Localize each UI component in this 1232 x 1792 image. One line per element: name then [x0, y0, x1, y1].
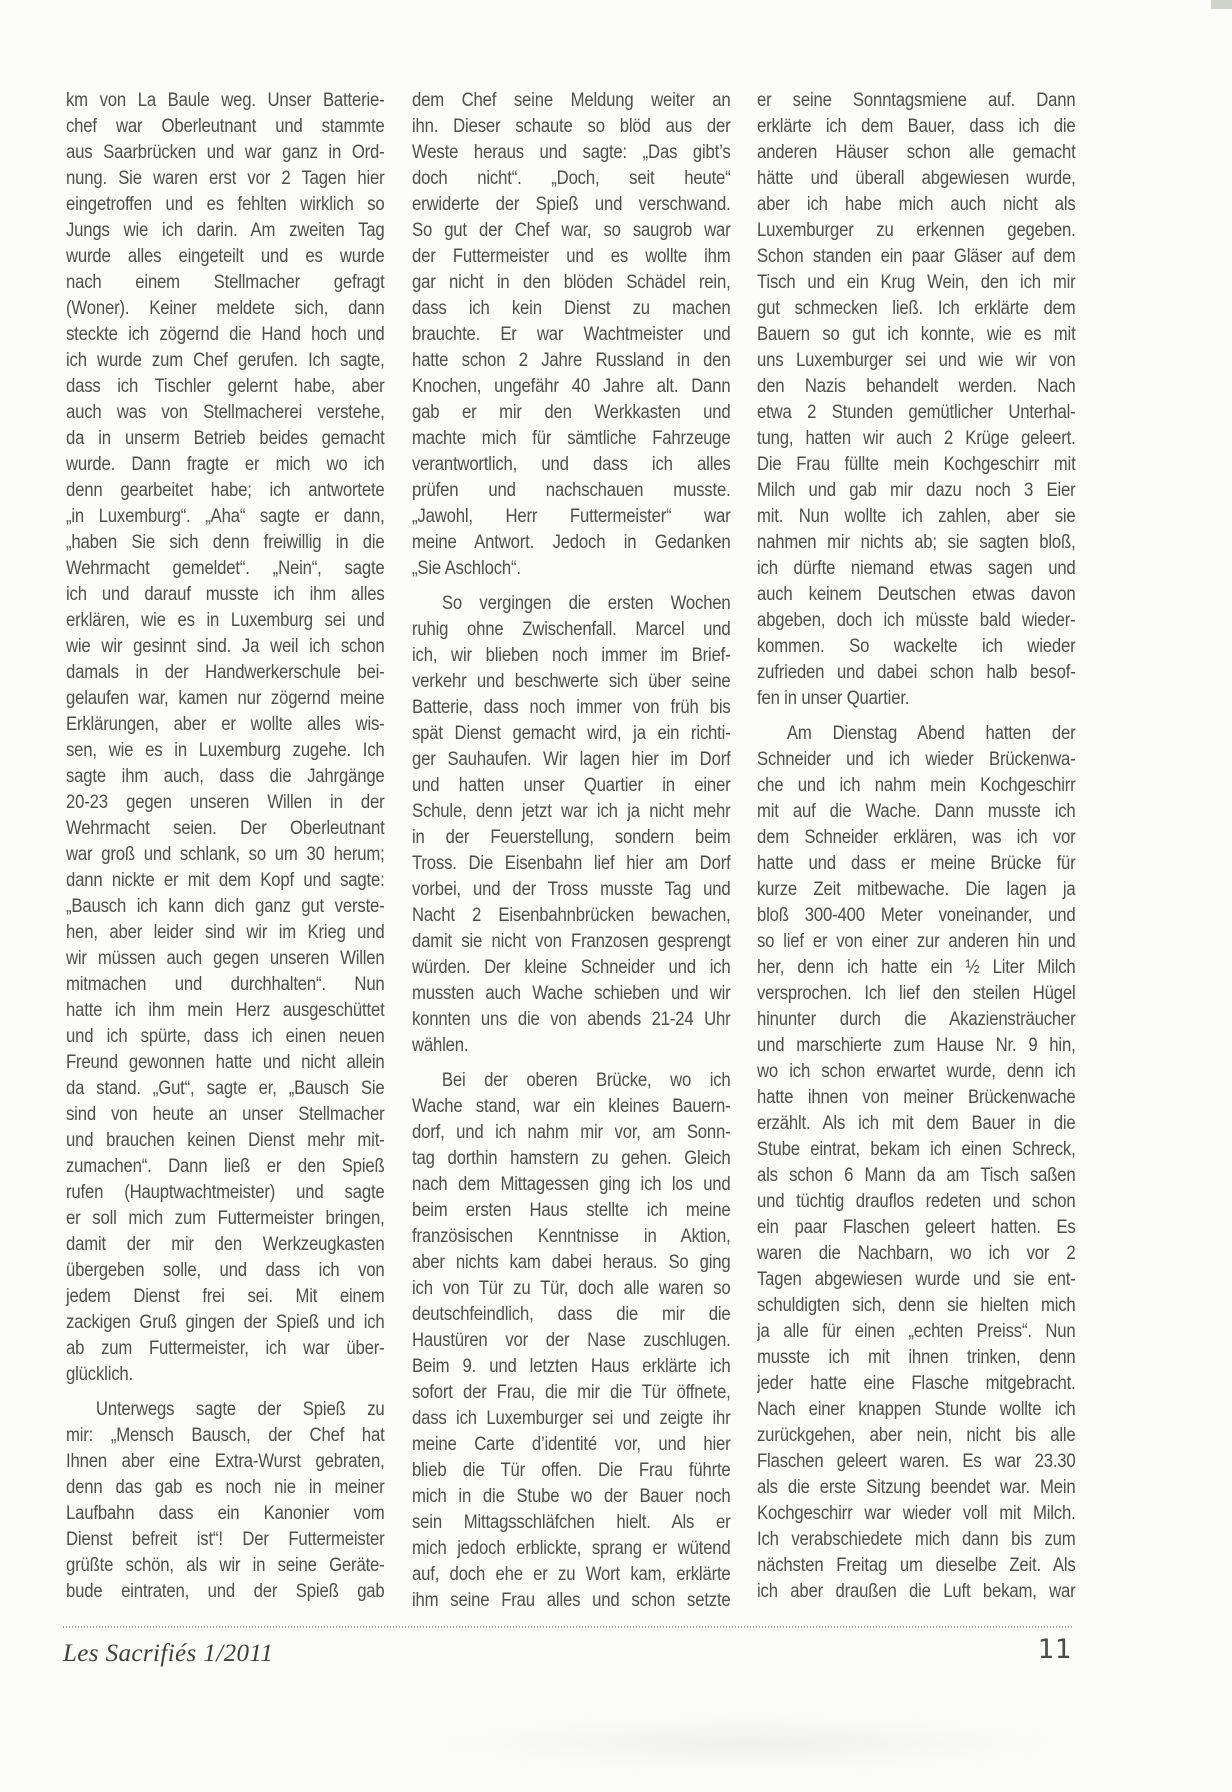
text-line: 20-23 gegen unseren Willen in der [66, 792, 385, 813]
text-line: denn gearbeitet habe; ich antwortete [66, 480, 385, 501]
paragraph [412, 88, 731, 582]
text-line: tag dorthin hamstern zu gehen. Gleich [412, 1148, 731, 1169]
text-line: mussten auch Wache schieben und wir [412, 983, 731, 1004]
text-line: Nacht 2 Eisenbahnbrücken bewachen, [412, 905, 731, 926]
text-line: Kochgeschirr war wieder voll mit Milch. [757, 1503, 1076, 1524]
text-line: „haben Sie sich denn freiwillig in die [66, 532, 385, 553]
text-line: Bauern so gut ich konnte, wie es mit [757, 324, 1076, 345]
text-line: Erklärungen, aber er wollte alles wis- [66, 714, 385, 735]
text-line: Wache stand, war ein kleines Bauern- [412, 1096, 731, 1117]
text-column-1 [66, 88, 385, 1605]
text-line: mich jedoch erblickte, sprang er wütend [412, 1538, 731, 1559]
text-line: schuldigten sich, denn sie hielten mich [757, 1295, 1076, 1316]
text-line: aber nichts kam dabei heraus. So ging [412, 1252, 731, 1273]
text-line: wo ich schon erwartet wurde, denn ich [757, 1061, 1076, 1082]
text-line: wie wir gesinnt sind. Ja weil ich schon [66, 636, 385, 657]
text-line: auch was von Stellmacherei verstehe, [66, 402, 385, 423]
text-line: und marschierte zum Hause Nr. 9 hin, [757, 1035, 1076, 1056]
text-line: erklärte ich dem Bauer, dass ich die [757, 116, 1076, 137]
text-line: und hatten unser Quartier in einer [412, 775, 731, 796]
text-line: gelaufen war, kamen nur zögernd meine [66, 688, 385, 709]
text-line: eingetroffen und es fehlten wirklich so [66, 194, 385, 215]
text-line: gar nicht in den blöden Schädel rein, [412, 272, 731, 293]
text-line: und ich spürte, dass ich einen neuen [66, 1026, 385, 1047]
text-line: dass ich Tischler gelernt habe, aber [66, 376, 385, 397]
text-line: zackigen Gruß gingen der Spieß und ich [66, 1312, 385, 1333]
text-line: übergeben solle, und dass ich von [66, 1260, 385, 1281]
text-line: Bei der oberen Brücke, wo ich [441, 1070, 731, 1091]
text-line: dem Chef seine Meldung weiter an [412, 90, 731, 111]
text-line: Dienst befreit ist“! Der Futtermeister [66, 1529, 385, 1550]
text-line: ich wurde zum Chef gerufen. Ich sagte, [66, 350, 385, 371]
text-line: „Bausch ich kann dich ganz gut verste- [66, 896, 385, 917]
text-line: abgeben, doch ich müsste bald wieder- [757, 610, 1076, 631]
page-number: 11 [1037, 1634, 1072, 1665]
text-line: zufrieden und dabei schon halb besof- [757, 662, 1076, 683]
text-line: „Sie Aschloch“. [412, 558, 521, 579]
text-line: er soll mich zum Futtermeister bringen, [66, 1208, 385, 1229]
text-line: zumachen“. Dann ließ er den Spieß [66, 1156, 385, 1177]
text-line: Flaschen geleert waren. Es war 23.30 [757, 1451, 1076, 1472]
text-line: aber ich habe mich auch nicht als [757, 194, 1076, 215]
text-line: auch keinem Deutschen etwas davon [757, 584, 1076, 605]
text-line: nach dem Mittagessen ging ich los und [412, 1174, 731, 1195]
text-line: mir: „Mensch Bausch, der Chef hat [66, 1425, 385, 1446]
text-line: Knochen, ungefähr 40 Jahre alt. Dann [412, 376, 731, 397]
text-line: Ich verabschiedete mich dann bis zum [757, 1529, 1076, 1550]
text-line: vorbei, und der Tross musste Tag und [412, 879, 731, 900]
text-line: sofort der Frau, die mir die Tür öffnete, [412, 1382, 731, 1403]
text-line: damals in der Handwerkerschule bei- [66, 662, 385, 683]
text-line: Schule, denn jetzt war ich ja nicht mehr [412, 801, 731, 822]
text-line: würden. Der kleine Schneider und ich [412, 957, 731, 978]
text-line: ich von Tür zu Tür, doch alle waren so [412, 1278, 731, 1299]
text-line: jedem Dienst frei sei. Mit einem [66, 1286, 385, 1307]
text-line: Batterie, dass noch immer von früh bis [412, 697, 731, 718]
text-line: wurde alles eingeteilt und es wurde [66, 246, 385, 267]
text-line: hatte schon 2 Jahre Russland in den [412, 350, 731, 371]
text-line: Milch und gab mir dazu noch 3 Eier [757, 480, 1076, 501]
text-line: prüfen und nachschauen musste. [412, 480, 731, 501]
text-line: den Nazis behandelt werden. Nach [757, 376, 1076, 397]
text-line: verkehr und beschwerte sich über seine [412, 671, 731, 692]
text-line: grüßte schön, als wir in seine Geräte- [66, 1555, 385, 1576]
paragraph [412, 591, 731, 1059]
text-line: so lief er von einer zur anderen hin und [757, 931, 1076, 952]
text-line: sagte ihm auch, dass die Jahrgänge [66, 766, 385, 787]
text-line: spät Dienst gemacht wird, ja ein richti- [412, 723, 731, 744]
text-line: verantwortlich, und dass ich alles [412, 454, 731, 475]
text-line: jeder hatte eine Flasche mitgebracht. [757, 1373, 1076, 1394]
text-line: Tisch und ein Krug Wein, den ich mir [757, 272, 1076, 293]
text-line: Beim 9. und letzten Haus erklärte ich [412, 1356, 731, 1377]
text-line: brauchte. Er war Wachtmeister und [412, 324, 731, 345]
text-line: Weste heraus und sagte: „Das gibt’s [412, 142, 731, 163]
text-line: Unterwegs sagte der Spieß zu [95, 1399, 385, 1420]
text-line: ab zum Futtermeister, ich war über- [66, 1338, 385, 1359]
text-line: ger Sauhaufen. Wir lagen hier im Dorf [412, 749, 731, 770]
text-line: „Jawohl, Herr Futtermeister“ war [412, 506, 731, 527]
paragraph [66, 1397, 385, 1605]
text-line: fen in unser Quartier. [757, 688, 910, 709]
text-line: und brauchen keinen Dienst mehr mit- [66, 1130, 385, 1151]
text-line: meine Carte d’identité vor, und hier [412, 1434, 731, 1455]
text-line: Schon standen ein paar Gläser auf dem [757, 246, 1076, 267]
text-line: So vergingen die ersten Wochen [441, 593, 731, 614]
text-line: ihm seine Frau alles und schon setzte [412, 1590, 731, 1611]
text-line: tung, hatten wir auch 2 Krüge geleert. [757, 428, 1076, 449]
text-line: So gut der Chef war, so saugrob war [412, 220, 731, 241]
text-line: erklären, wie es in Luxemburg sei und [66, 610, 385, 631]
text-line: gut schmecken ließ. Ich erklärte dem [757, 298, 1076, 319]
text-line: musste ich mit ihnen trinken, denn [757, 1347, 1076, 1368]
text-line: mit. Nun wollte ich zahlen, aber sie [757, 506, 1076, 527]
text-line: sein Mittagsschläfchen hielt. Als er [412, 1512, 731, 1533]
text-line: (Woner). Keiner meldete sich, dann [66, 298, 385, 319]
text-line: Nach einer knappen Stunde wollte ich [757, 1399, 1076, 1420]
text-line: aus Saarbrücken und war ganz in Ord- [66, 142, 385, 163]
text-line: französischen Kenntnisse in Aktion, [412, 1226, 731, 1247]
text-line: auf, doch ehe er zu Wort kam, erklärte [412, 1564, 731, 1585]
text-line: denn das gab es noch nie in meiner [66, 1477, 385, 1498]
text-line: uns Luxemburger sei und wie wir von [757, 350, 1076, 371]
text-line: mit auf die Wache. Dann musste ich [757, 801, 1076, 822]
text-line: meine Antwort. Jedoch in Gedanken [412, 532, 731, 553]
text-line: che und ich nahm mein Kochgeschirr [757, 775, 1076, 796]
text-line: damit sie nicht von Franzosen gesprengt [412, 931, 731, 952]
text-line: erzählt. Als ich mit dem Bauer in die [757, 1113, 1076, 1134]
text-line: hatte ich ihm mein Herz ausgeschüttet [66, 1000, 385, 1021]
text-line: versprochen. Ich lief den steilen Hügel [757, 983, 1076, 1004]
text-line: sind von heute an unser Stellmacher [66, 1104, 385, 1125]
text-line: war groß und schlank, so um 30 herum; [66, 844, 385, 865]
text-line: als schon 6 Mann da am Tisch saßen [757, 1165, 1076, 1186]
text-line: ich, wir blieben noch immer im Brief- [412, 645, 731, 666]
text-line: ruhig ohne Zwischenfall. Marcel und [412, 619, 731, 640]
text-line: dass ich kein Dienst zu machen [412, 298, 731, 319]
paragraph [757, 88, 1076, 712]
text-line: hen, aber leider sind wir im Krieg und [66, 922, 385, 943]
text-line: und tüchtig drauflos redeten und schon [757, 1191, 1076, 1212]
text-line: machte mich für sämtliche Fahrzeuge [412, 428, 731, 449]
text-line: dorf, und ich nahm mir vor, am Sonn- [412, 1122, 731, 1143]
text-line: steckte ich zögernd die Hand hoch und [66, 324, 385, 345]
scan-mark-top-right [1211, 0, 1232, 9]
text-line: zurückgehen, aber nein, nicht bis alle [757, 1425, 1076, 1446]
text-line: Laufbahn dass ein Kanonier vom [66, 1503, 385, 1524]
text-line: hatte und dass er meine Brücke für [757, 853, 1076, 874]
text-line: glücklich. [66, 1364, 134, 1385]
text-line: nächsten Freitag um dieselbe Zeit. Als [757, 1555, 1076, 1576]
text-line: nahmen mir nichts ab; sie sagten bloß, [757, 532, 1076, 553]
text-column-2 [412, 88, 731, 1614]
text-line: rufen (Hauptwachtmeister) und sagte [66, 1182, 385, 1203]
text-line: gab er mir den Werkkasten und [412, 402, 731, 423]
text-line: mitmachen und durchhalten“. Nun [66, 974, 385, 995]
text-line: anderen Häuser schon alle gemacht [757, 142, 1076, 163]
text-line: bude eintraten, und der Spieß gab [66, 1581, 385, 1602]
text-line: ein paar Flaschen geleert hatten. Es [757, 1217, 1076, 1238]
text-line: Wehrmacht gemeldet“. „Nein“, sagte [66, 558, 385, 579]
text-line: Tagen abgewiesen wurde und sie ent- [757, 1269, 1076, 1290]
text-line: Haustüren vor der Nase zuschlugen. [412, 1330, 731, 1351]
text-line: ich und darauf musste ich ihm alles [66, 584, 385, 605]
text-line: Jungs wie ich darin. Am zweiten Tag [66, 220, 385, 241]
text-line: Am Dienstag Abend hatten der [786, 723, 1076, 744]
footer-journal-title: Les Sacrifiés 1/2011 [63, 1640, 274, 1667]
text-line: als die erste Sitzung beendet war. Mein [757, 1477, 1076, 1498]
text-line: km von La Baule weg. Unser Batterie- [66, 90, 385, 111]
text-line: damit der mir den Werkzeugkasten [66, 1234, 385, 1255]
text-line: er seine Sonntagsmiene auf. Dann [757, 90, 1076, 111]
text-line: her, denn ich hatte ein ½ Liter Milch [757, 957, 1076, 978]
text-line: wir müssen auch gegen unseren Willen [66, 948, 385, 969]
text-line: nach einem Stellmacher gefragt [66, 272, 385, 293]
text-line: Freund gewonnen hatte und nicht allein [66, 1052, 385, 1073]
text-line: Luxemburger zu erkennen gegeben. [757, 220, 1076, 241]
text-line: erwiderte der Spieß und verschwand. [412, 194, 731, 215]
text-line: Tross. Die Eisenbahn lief hier am Dorf [412, 853, 731, 874]
text-line: Stube eintrat, bekam ich einen Schreck, [757, 1139, 1076, 1160]
text-line: „in Luxemburg“. „Aha“ sagte er dann, [66, 506, 385, 527]
text-line: etwa 2 Stunden gemütlicher Unterhal- [757, 402, 1076, 423]
text-line: konnten uns die von abends 21-24 Uhr [412, 1009, 731, 1030]
text-line: ich dürfte niemand etwas sagen und [757, 558, 1076, 579]
text-line: blieb die Tür offen. Die Frau führte [412, 1460, 731, 1481]
text-line: in der Feuerstellung, sondern beim [412, 827, 731, 848]
text-line: kommen. So wackelte ich wieder [757, 636, 1076, 657]
text-line: hinunter durch die Akaziensträucher [757, 1009, 1076, 1030]
paragraph [66, 88, 385, 1388]
paragraph [412, 1068, 731, 1614]
text-line: wählen. [412, 1035, 469, 1056]
text-line: Wehrmacht seien. Der Oberleutnant [66, 818, 385, 839]
text-line: Die Frau füllte mein Kochgeschirr mit [757, 454, 1076, 475]
text-line: deutschfeindlich, dass die mir die [412, 1304, 731, 1325]
text-line: nung. Sie waren erst vor 2 Tagen hier [66, 168, 385, 189]
text-line: dann nickte er mit dem Kopf und sagte: [66, 870, 385, 891]
text-line: da stand. „Gut“, sagte er, „Bausch Sie [66, 1078, 385, 1099]
text-line: chef war Oberleutnant und stammte [66, 116, 385, 137]
footer-dotted-rule [63, 1626, 1073, 1628]
text-line: ihn. Dieser schaute so blöd aus der [412, 116, 731, 137]
text-line: ja alle für einen „echten Preiss“. Nun [757, 1321, 1076, 1342]
text-line: dass ich Luxemburger sei und zeigte ihr [412, 1408, 731, 1429]
text-line: bloß 300-400 Meter voneinander, und [757, 905, 1076, 926]
text-line: beim ersten Haus stellte ich meine [412, 1200, 731, 1221]
scan-smudge-bottom [430, 1712, 1070, 1774]
text-line: hätte und überall abgewiesen wurde, [757, 168, 1076, 189]
text-line: der Futtermeister und es wollte ihm [412, 246, 731, 267]
text-line: dem Schneider erklären, was ich vor [757, 827, 1076, 848]
text-line: waren die Nachbarn, wo ich vor 2 [757, 1243, 1076, 1264]
text-line: Ihnen aber eine Extra-Wurst gebraten, [66, 1451, 385, 1472]
text-line: ich aber draußen die Luft bekam, war [757, 1581, 1076, 1602]
text-line: hatte ihnen von meiner Brückenwache [757, 1087, 1076, 1108]
text-column-3 [757, 88, 1076, 1605]
paragraph [757, 721, 1076, 1605]
text-line: da in unserm Betrieb beides gemacht [66, 428, 385, 449]
text-line: sen, wie es in Luxemburg zugehe. Ich [66, 740, 385, 761]
text-line: doch nicht“. „Doch, seit heute“ [412, 168, 731, 189]
text-line: Schneider und ich wieder Brückenwa- [757, 749, 1076, 770]
text-line: kurze Zeit mitbewache. Die lagen ja [757, 879, 1076, 900]
text-line: wurde. Dann fragte er mich wo ich [66, 454, 385, 475]
text-line: mich in die Stube wo der Bauer noch [412, 1486, 731, 1507]
